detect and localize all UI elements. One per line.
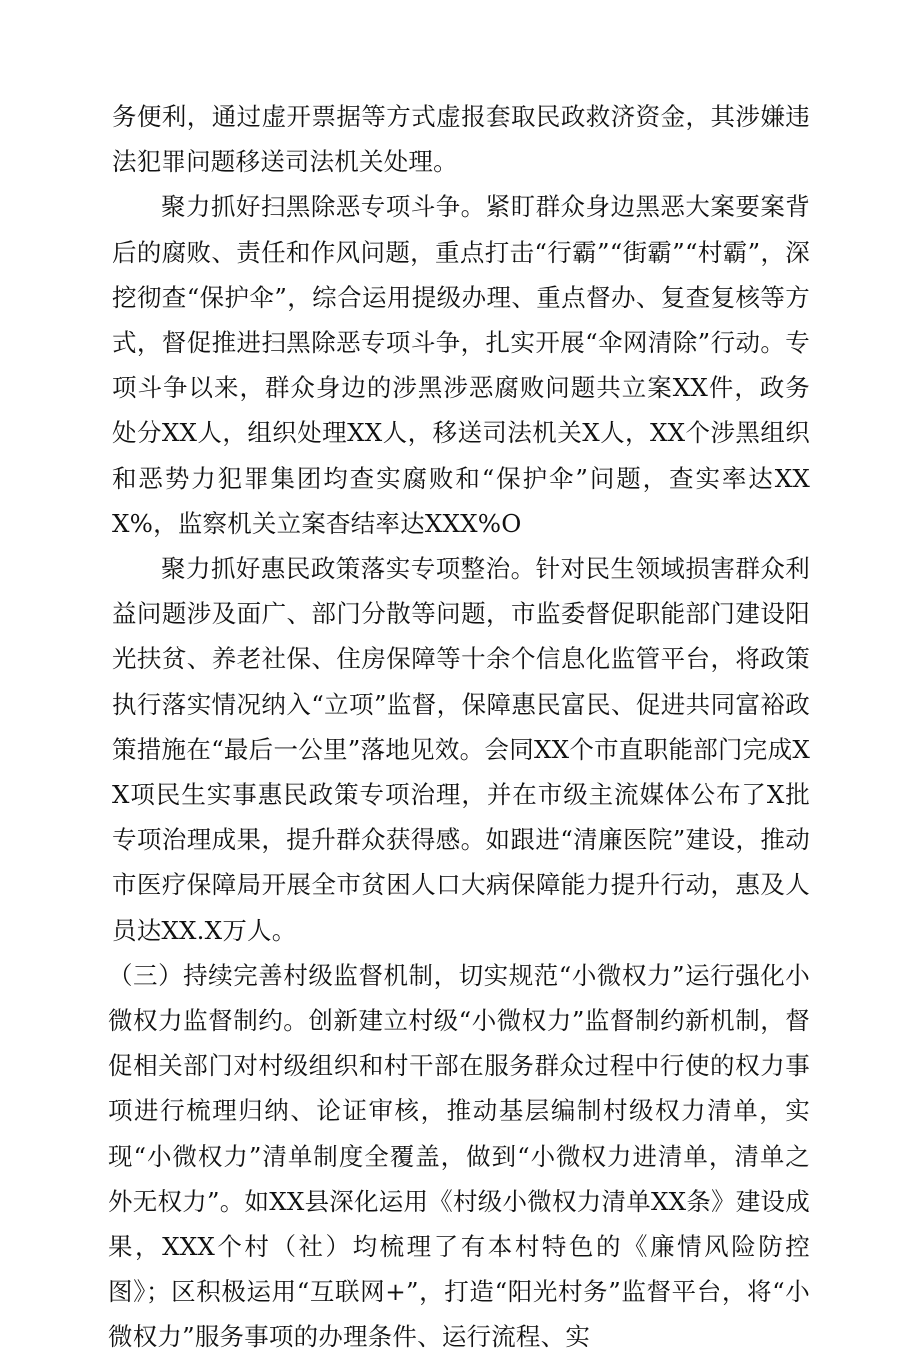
continuation-paragraph: 务便利，通过虚开票据等方式虚报套取民政救济资金，其涉嫌违法犯罪问题移送司法机关处理。 bbox=[112, 102, 810, 177]
document-body bbox=[108, 94, 810, 1360]
village-supervision-section-paragraph: （三）持续完善村级监督机制，切实规范“小微权力”运行强化小微权力监督制约。创新建立村级“小微权力”监督制约新机制，督促相关部门对村级组织和村干部在服务群众过程中行使的权力事项进行梳理归纳、论证审核，推动基层编制村级权力清单，实现“小微权力”清单制度全覆盖，做到“小微权力进清单，清单之外无权力”。如XX县深化运用《村级小微权力清单XX条》建设成果，XXX个村（社）均梳理了有本村特色的《廉情风险防控图》；区积极运用“互联网+”，打造“阳光村务”监督平台，将“小微权力”服务事项的办理条件、运行流程、实 bbox=[108, 960, 810, 1352]
welfare-policy-paragraph: 聚力抓好惠民政策落实专项整治。针对民生领域损害群众利益问题涉及面广、部门分散等问题，市监委督促职能部门建设阳光扶贫、养老社保、住房保障等十余个信息化监管平台，将政策执行落实情况纳入“立项”监督，保障惠民富民、促进共同富裕政策措施在“最后一公里”落地见效。会同XX个市直职能部门完成XX项民生实事惠民政策专项治理，并在市级主流媒体公布了X批专项治理成果，提升群众获得感。如跟进“清廉医院”建设，推动市医疗保障局开展全市贫困人口大病保障能力提升行动，惠及人员达XX.X万人。 bbox=[112, 554, 810, 945]
anti-crime-campaign-paragraph: 聚力抓好扫黑除恶专项斗争。紧盯群众身边黑恶大案要案背后的腐败、责任和作风问题，重点打击“行霸”“街霸”“村霸”，深挖彻查“保护伞”，综合运用提级办理、重点督办、复查复核等方式，督促推进扫黑除恶专项斗争，扎实开展“伞网清除”行动。专项斗争以来，群众身边的涉黑涉恶腐败问题共立案XX件，政务处分XX人，组织处理XX人，移送司法机关X人，XX个涉黑组织和恶势力犯罪集团均查实腐败和“保护伞”问题，查实率达XXX%，监察机关立案杳结率达XXX%O bbox=[112, 192, 810, 538]
